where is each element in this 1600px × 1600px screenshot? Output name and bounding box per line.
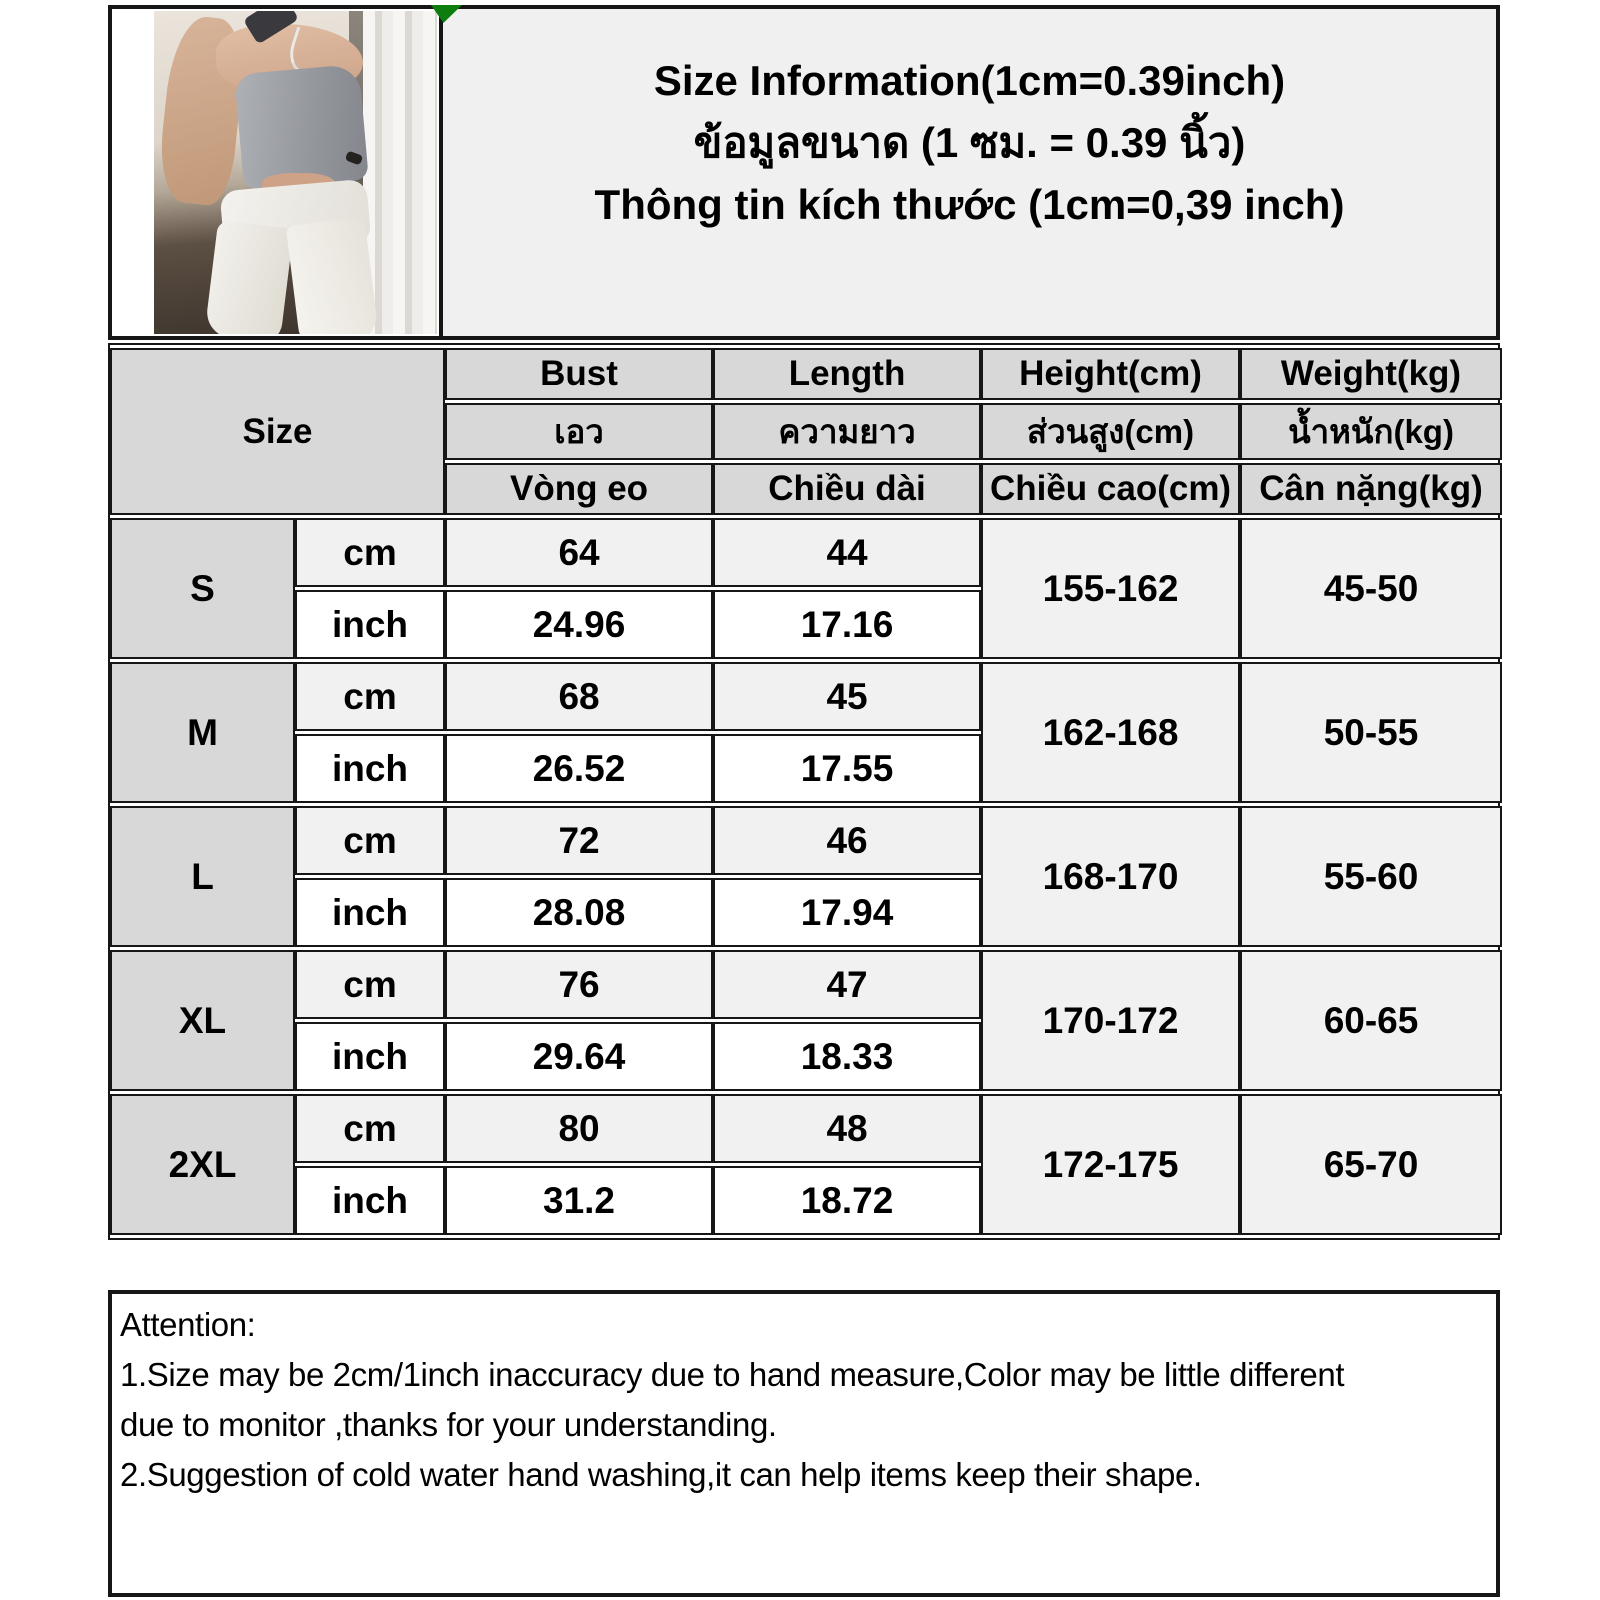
bust-value-cm: 72 <box>445 806 713 875</box>
size-table <box>110 345 1502 1238</box>
photo-pants-left-leg <box>204 220 294 334</box>
weight-range: 45-50 <box>1240 518 1502 659</box>
product-photo-cell <box>112 9 443 336</box>
unit-label-cm: cm <box>295 662 445 731</box>
header-row-english <box>110 348 1502 400</box>
height-range: 155-162 <box>981 518 1240 659</box>
attention-note-1: 1.Size may be 2cm/1inch inaccuracy due to hand measure,Color may be little different <box>120 1356 1345 1393</box>
size-header-cell: Size <box>110 348 445 515</box>
top-section <box>108 5 1500 340</box>
bust-value-inch: 31.2 <box>445 1166 713 1235</box>
col-header-weight-vi: Cân nặng(kg) <box>1240 463 1502 515</box>
col-header-weight-th: น้ำหนัก(kg) <box>1240 403 1502 460</box>
length-value-cm: 46 <box>713 806 981 875</box>
bust-value-cm: 76 <box>445 950 713 1019</box>
length-value-inch: 17.55 <box>713 734 981 803</box>
weight-range: 50-55 <box>1240 662 1502 803</box>
unit-label-inch: inch <box>295 1166 445 1235</box>
size-label: 2XL <box>110 1094 295 1235</box>
title-thai: ข้อมูลขนาด (1 ซม. = 0.39 นิ้ว) <box>693 118 1246 166</box>
col-header-height-vi: Chiều cao(cm) <box>981 463 1240 515</box>
row-s-cm <box>110 518 1502 587</box>
bust-value-inch: 24.96 <box>445 590 713 659</box>
attention-note-2: 2.Suggestion of cold water hand washing,it can help items keep their shape. <box>120 1456 1202 1493</box>
length-value-cm: 44 <box>713 518 981 587</box>
unit-label-inch: inch <box>295 590 445 659</box>
length-value-inch: 17.94 <box>713 878 981 947</box>
weight-range: 60-65 <box>1240 950 1502 1091</box>
col-header-bust: Bust <box>445 348 713 400</box>
col-header-height: Height(cm) <box>981 348 1240 400</box>
unit-label-inch: inch <box>295 878 445 947</box>
photo-curtain <box>363 11 437 334</box>
height-range: 162-168 <box>981 662 1240 803</box>
row-2xl-cm <box>110 1094 1502 1163</box>
size-table-wrap <box>108 343 1500 1240</box>
bust-value-inch: 29.64 <box>445 1022 713 1091</box>
unit-label-inch: inch <box>295 1022 445 1091</box>
photo-pants-right-leg <box>285 217 379 334</box>
size-label: S <box>110 518 295 659</box>
bust-value-cm: 80 <box>445 1094 713 1163</box>
bust-value-cm: 64 <box>445 518 713 587</box>
attention-box <box>108 1290 1500 1597</box>
product-photo <box>154 11 437 334</box>
col-header-length: Length <box>713 348 981 400</box>
length-value-inch: 18.72 <box>713 1166 981 1235</box>
height-range: 170-172 <box>981 950 1240 1091</box>
height-range: 172-175 <box>981 1094 1240 1235</box>
size-label: XL <box>110 950 295 1091</box>
row-xl-cm <box>110 950 1502 1019</box>
length-value-inch: 18.33 <box>713 1022 981 1091</box>
size-label: M <box>110 662 295 803</box>
weight-range: 65-70 <box>1240 1094 1502 1235</box>
length-value-cm: 45 <box>713 662 981 731</box>
row-m-cm <box>110 662 1502 731</box>
attention-heading: Attention: <box>120 1306 256 1343</box>
col-header-height-th: ส่วนสูง(cm) <box>981 403 1240 460</box>
unit-label-inch: inch <box>295 734 445 803</box>
length-value-cm: 47 <box>713 950 981 1019</box>
size-label: L <box>110 806 295 947</box>
unit-label-cm: cm <box>295 950 445 1019</box>
col-header-bust-th: เอว <box>445 403 713 460</box>
col-header-weight: Weight(kg) <box>1240 348 1502 400</box>
title-english: Size Information(1cm=0.39inch) <box>653 56 1286 104</box>
col-header-length-th: ความยาว <box>713 403 981 460</box>
photo-tube-top <box>234 64 368 191</box>
row-l-cm <box>110 806 1502 875</box>
unit-label-cm: cm <box>295 1094 445 1163</box>
col-header-bust-vi: Vòng eo <box>445 463 713 515</box>
title-block <box>443 9 1496 336</box>
weight-range: 55-60 <box>1240 806 1502 947</box>
unit-label-cm: cm <box>295 806 445 875</box>
bust-value-inch: 26.52 <box>445 734 713 803</box>
bust-value-cm: 68 <box>445 662 713 731</box>
unit-label-cm: cm <box>295 518 445 587</box>
length-value-cm: 48 <box>713 1094 981 1163</box>
attention-note-1-cont: due to monitor ,thanks for your understanding. <box>120 1406 777 1443</box>
bust-value-inch: 28.08 <box>445 878 713 947</box>
length-value-inch: 17.16 <box>713 590 981 659</box>
title-vietnamese: Thông tin kích thước (1cm=0,39 inch) <box>594 180 1345 228</box>
height-range: 168-170 <box>981 806 1240 947</box>
col-header-length-vi: Chiều dài <box>713 463 981 515</box>
